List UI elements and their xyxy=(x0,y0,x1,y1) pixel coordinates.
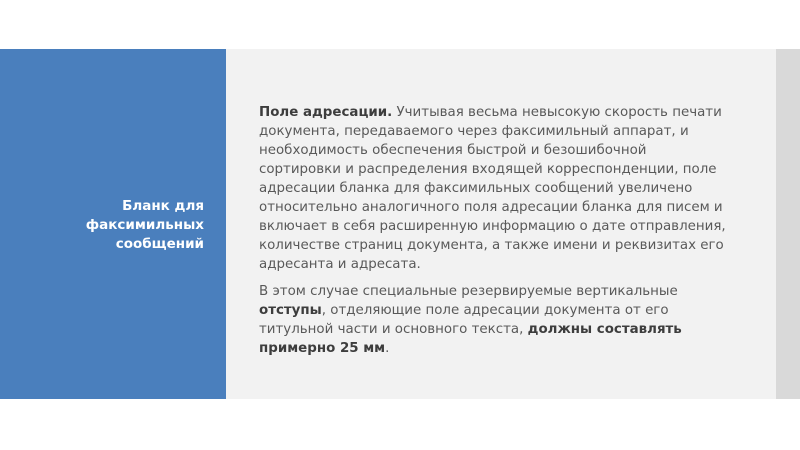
text-line: адресанта и адресата. xyxy=(259,257,421,272)
slide-title-line: сообщений xyxy=(115,236,204,252)
paragraph-address-field xyxy=(259,103,739,274)
text-line: документа, передаваемого через факсимильный аппарат, и xyxy=(259,124,689,139)
text-line xyxy=(259,301,739,320)
text-line: относительно аналогичного поля адресации бланка для писем и xyxy=(259,200,723,215)
text-line xyxy=(259,339,739,358)
right-accent-strip xyxy=(776,49,800,399)
text-span: . xyxy=(385,341,390,356)
paragraph-margins xyxy=(259,282,739,358)
slide-body xyxy=(259,103,739,358)
text-line: необходимость обеспечения быстрой и безошибочной xyxy=(259,143,647,158)
text-line: В этом случае специальные резервируемые вертикальные xyxy=(259,284,678,299)
text-span: Учитывая весьма невысокую скорость печати xyxy=(392,105,722,120)
emphasis-text: отступы xyxy=(259,303,322,318)
text-span: титульной части и основного текста, xyxy=(259,322,528,337)
paragraph-lead: Поле адресации. xyxy=(259,105,393,120)
slide-title-line: факсимильных xyxy=(85,217,204,233)
slide-title xyxy=(54,197,204,254)
emphasis-text: примерно 25 мм xyxy=(259,341,386,356)
emphasis-text: должны составлять xyxy=(527,322,682,337)
text-line xyxy=(259,320,739,339)
text-line: сортировки и распределения входящей корреспонденции, поле xyxy=(259,162,717,177)
title-panel xyxy=(0,49,226,399)
text-line xyxy=(259,103,739,122)
text-line: количестве страниц документа, а также имени и реквизитах его xyxy=(259,238,724,253)
slide-title-line: Бланк для xyxy=(122,198,204,214)
text-line: адресации бланка для факсимильных сообщений увеличено xyxy=(259,181,693,196)
text-line: включает в себя расширенную информацию о дате отправления, xyxy=(259,219,726,234)
text-span: , отделяющие поле адресации документа от его xyxy=(321,303,669,318)
